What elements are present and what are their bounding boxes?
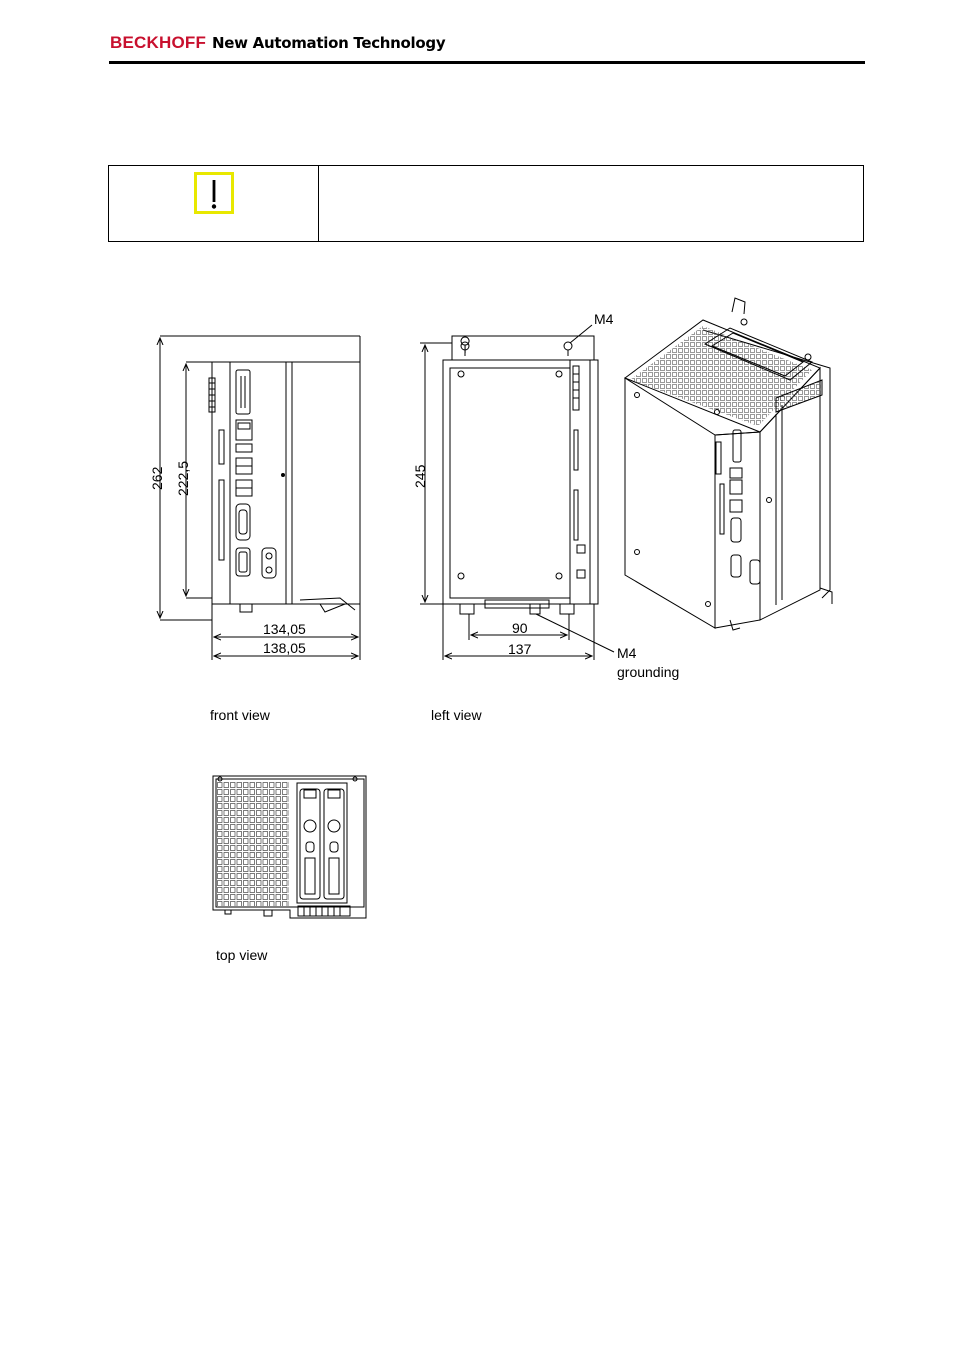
isometric-view	[625, 298, 832, 630]
front-view	[160, 336, 360, 660]
brand-tagline: New Automation Technology	[212, 34, 446, 52]
dim-width-left: 137	[508, 641, 532, 657]
label-grounding-screw: M4	[617, 645, 637, 661]
left-view-caption: left view	[431, 707, 482, 723]
front-view-caption: front view	[210, 707, 270, 723]
dim-mount-spacing: 90	[512, 620, 528, 636]
top-view-caption: top view	[216, 947, 268, 963]
dim-height-inner: 222,5	[175, 460, 191, 496]
label-grounding: grounding	[617, 664, 680, 680]
dim-height-outer: 262	[149, 466, 165, 490]
dim-height-left: 245	[412, 464, 428, 488]
top-view	[213, 776, 366, 918]
dim-width-inner: 134,05	[263, 621, 306, 637]
left-view	[420, 325, 614, 660]
label-mount-screw: M4	[594, 311, 614, 327]
dim-width-outer: 138,05	[263, 640, 306, 656]
brand-name: BECKHOFF	[110, 33, 207, 52]
